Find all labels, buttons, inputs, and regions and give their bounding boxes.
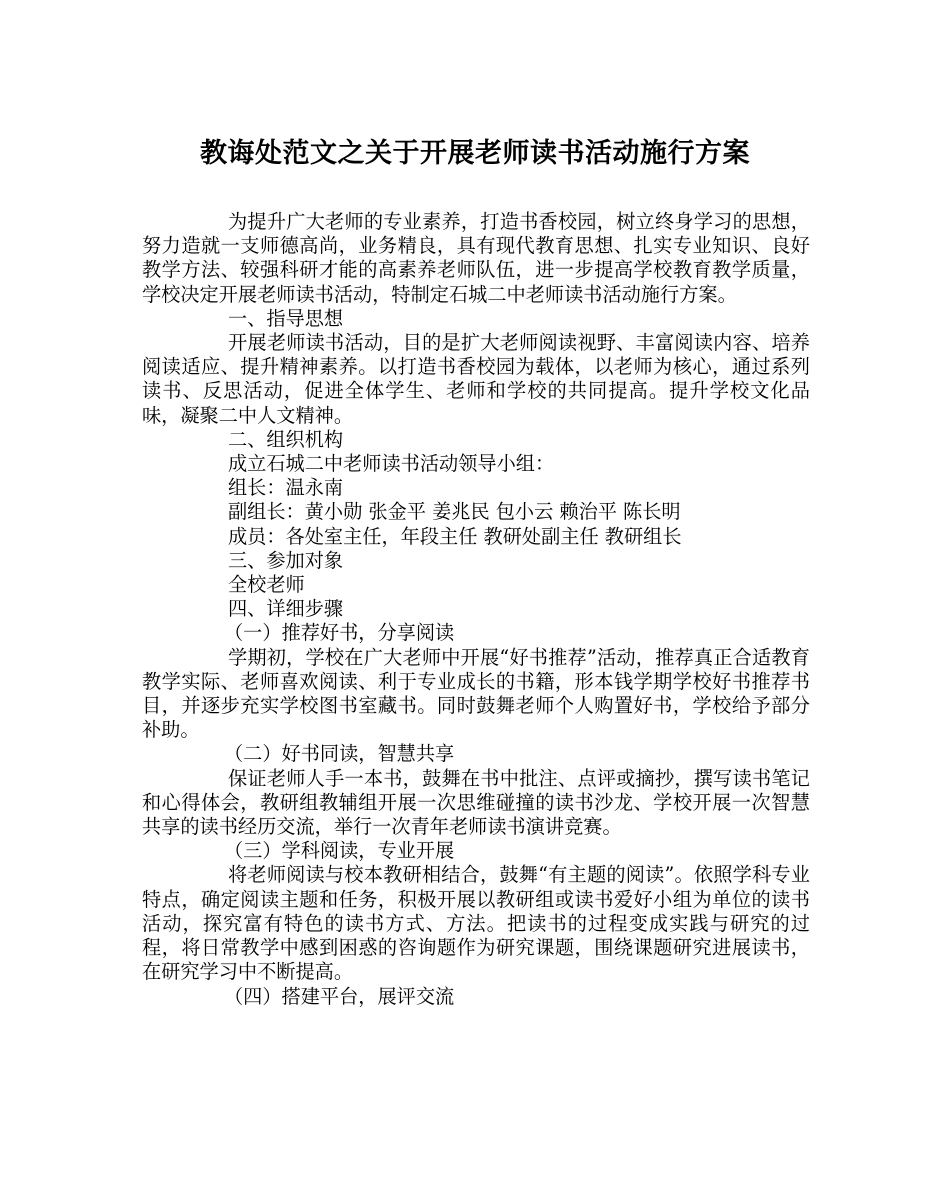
section-heading-guiding-thought: 一、指导思想 bbox=[228, 306, 344, 330]
step1-heading: （一）推荐好书，分享阅读 bbox=[224, 621, 455, 645]
section-heading-organization: 二、组织机构 bbox=[228, 427, 344, 451]
organization-members: 成员：各处室主任，年段主任 教研处副主任 教研组长 bbox=[228, 524, 682, 548]
guiding-thought-paragraph: 开展老师读书活动，目的是扩大老师阅读视野、丰富阅读内容、培养阅读适应、提升精神素养。以打造书香校园为载体，以老师为核心，通过系列读书、反思活动，促进全体学生、老师和学校的共同提高。提升学校文化品味，凝聚二中人文精神。 bbox=[142, 331, 810, 427]
organization-intro: 成立石城二中老师读书活动领导小组： bbox=[228, 452, 555, 476]
organization-deputies: 副组长：黄小勋 张金平 姜兆民 包小云 赖治平 陈长明 bbox=[228, 500, 681, 524]
step3-heading: （三）学科阅读，专业开展 bbox=[224, 839, 455, 863]
participants-text: 全校老师 bbox=[228, 573, 305, 597]
step2-heading: （二）好书同读，智慧共享 bbox=[224, 742, 455, 766]
intro-paragraph: 为提升广大老师的专业素养，打造书香校园，树立终身学习的思想，努力造就一支师德高尚，业务精良，具有现代教育思想、扎实专业知识、良好教学方法、较强科研才能的高素养老师队伍，进一步提高学校教育教学质量，学校决定开展老师读书活动，特制定石城二中老师读书活动施行方案。 bbox=[142, 210, 810, 306]
step1-paragraph: 学期初，学校在广大老师中开展“好书推荐”活动，推荐真正合适教育教学实际、老师喜欢阅读、利于专业成长的书籍，形本钱学期学校好书推荐书目，并逐步充实学校图书室藏书。同时鼓舞老师个人购置好书，学校给予部分补助。 bbox=[142, 645, 810, 742]
section-heading-steps: 四、详细步骤 bbox=[228, 597, 344, 621]
step3-paragraph: 将老师阅读与校本教研相结合，鼓舞“有主题的阅读”。依照学科专业特点，确定阅读主题和任务，积极开展以教研组或读书爱好小组为单位的读书活动，探究富有特色的读书方式、方法。把读书的过程变成实践与研究的过程，将日常教学中感到困惑的咨询题作为研究课题，围绕课题研究进展读书，在研究学习中不断提高。 bbox=[142, 863, 810, 984]
section-heading-participants: 三、参加对象 bbox=[228, 548, 344, 572]
document-title: 教诲处范文之关于开展老师读书活动施行方案 bbox=[200, 138, 750, 169]
document-body bbox=[142, 210, 810, 1009]
organization-leader: 组长：温永南 bbox=[228, 476, 344, 500]
step2-paragraph: 保证老师人手一本书，鼓舞在书中批注、点评或摘抄，撰写读书笔记和心得体会，教研组教辅组开展一次思维碰撞的读书沙龙、学校开展一次智慧共享的读书经历交流，举行一次青年老师读书演讲竞赛。 bbox=[142, 766, 810, 839]
step4-heading: （四）搭建平台，展评交流 bbox=[224, 984, 455, 1008]
